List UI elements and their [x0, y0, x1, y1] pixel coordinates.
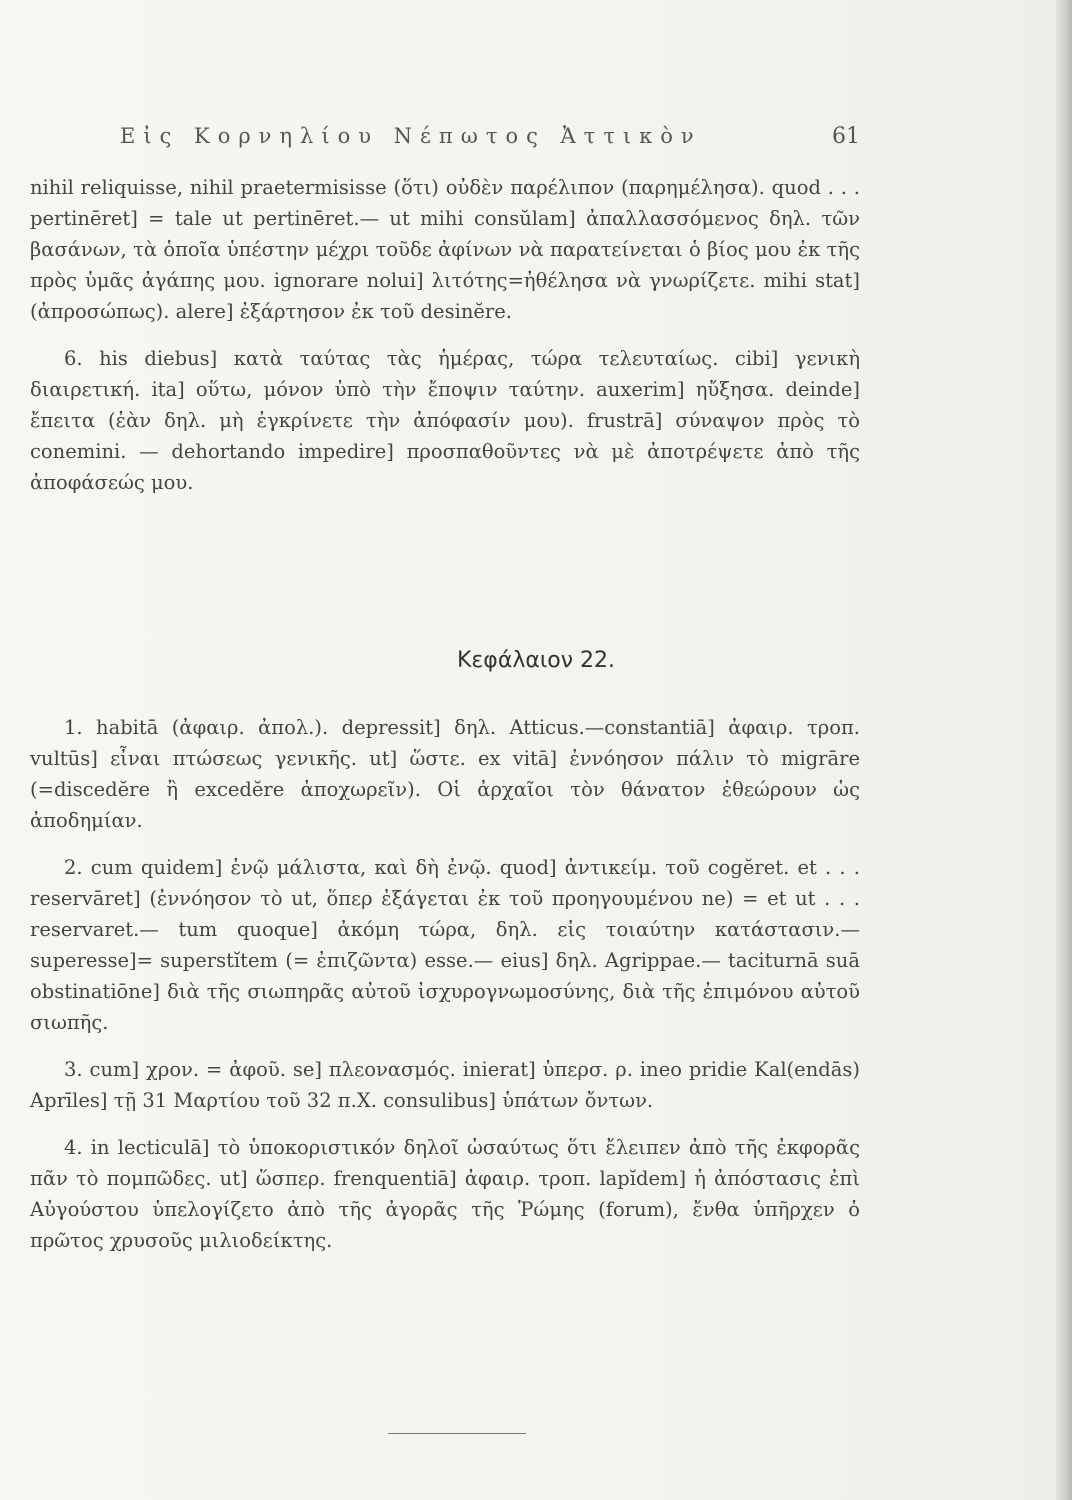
footer-rule: [388, 1433, 526, 1434]
page-number: 61: [832, 124, 860, 149]
commentary-paragraph: 4. in lecticulā] τὸ ὑποκοριστικόν δηλοῖ ὡσαύτως ὅτι ἔλειπεν ἀπὸ τῆς ἐκφορᾶς πᾶν τὸ πομπῶδες. ut] ὥσπερ. frenquentiā] ἀφαιρ. τροπ. lapĭdem] ἡ ἀπόστασις ἐπὶ Αὐγούστου ὑπελογίζετο ἀπὸ τῆς ἀγορᾶς τῆς Ῥώμης (forum), ἔνθα ὑπῆρχεν ὁ πρῶτος χρυσοῦς μιλιοδείκτης.: [30, 1136, 860, 1252]
commentary-paragraph: 1. habitā (ἀφαιρ. ἀπολ.). depressit] δηλ. Atticus.—constantiā] ἀφαιρ. τροπ. vultūs] εἶναι πτώσεως γενικῆς. ut] ὥστε. ex vitā] ἐννόησον πάλιν τὸ migrāre (=discedĕre ἢ excedĕre ἀποχωρεῖν). Οἱ ἀρχαῖοι τὸν θάνατον ἐθεώρουν ὡς ἀποδημίαν.: [30, 716, 860, 832]
commentary-paragraph: 3. cum] χρον. = ἀφοῦ. se] πλεονασμός. inierat] ὑπερσ. ρ. ineo pridie Kal(endās) Aprīles] τῇ 31 Μαρτίου τοῦ 32 π.Χ. consulibus] ὑπάτων ὄντων.: [30, 1058, 860, 1112]
chapter-heading: Κεφάλαιον 22.: [456, 648, 616, 673]
page-header: [120, 124, 860, 158]
running-title: Εἰς Κορνηλίου Νέπωτος Ἀττικὸν: [120, 124, 702, 148]
commentary-block-bottom: [30, 712, 860, 1272]
commentary-paragraph: 2. cum quidem] ἐνῷ μάλιστα, καὶ δὴ ἐνῷ. quod] ἀντικείμ. τοῦ cogĕret. et . . . reservāret] (ἐννόησον τὸ ut, ὅπερ ἐξάγεται ἐκ τοῦ προηγουμένου ne) = et ut . . . reservaret.— tum quoque] ἀκόμη τώρα, δηλ. εἰς τοιαύτην κατάστασιν.— superesse]= superstĭtem (= ἐπιζῶντα) esse.— eius] δηλ. Agrippae.— taciturnā suā obstinatiōne] διὰ τῆς σιωπηρᾶς αὐτοῦ ἰσχυρογνωμοσύνης, διὰ τῆς ἐπιμόνου αὐτοῦ σιωπῆς.: [30, 856, 860, 1034]
commentary-paragraph: 6. his diebus] κατὰ ταύτας τὰς ἡμέρας, τώρα τελευταίως. cibi] γενικὴ διαιρετική. ita] οὕτω, μόνον ὑπὸ τὴν ἔποψιν ταύτην. auxerim] ηὔξησα. deinde] ἔπειτα (ἐὰν δηλ. μὴ ἐγκρίνετε τὴν ἀπόφασίν μου). frustrā] σύναψον πρὸς τὸ conemini. — dehortando impedire] προσπαθοῦντες νὰ μὲ ἀποτρέψετε ἀπὸ τῆς ἀποφάσεώς μου.: [30, 347, 860, 494]
commentary-block-top: [30, 172, 860, 514]
commentary-paragraph: nihil reliquisse, nihil praetermisisse (ὅτι) οὐδὲν παρέλιπον (παρημέλησα). quod . . . pertinēret] = tale ut pertinēret.— ut mihi consŭlam] ἀπαλλασσόμενος δηλ. τῶν βασάνων, τὰ ὁποῖα ὑπέστην μέχρι τοῦδε ἀφίνων νὰ παρατείνεται ὁ βίος μου ἐκ τῆς πρὸς ὑμᾶς ἀγάπης μου. ignorare nolui] λιτότης=ἠθέλησα νὰ γνωρίζετε. mihi stat] (ἀπροσώπως). alere] ἐξάρτησον ἐκ τοῦ desinĕre.: [30, 176, 860, 323]
page-spine-shadow: [1056, 0, 1072, 1500]
